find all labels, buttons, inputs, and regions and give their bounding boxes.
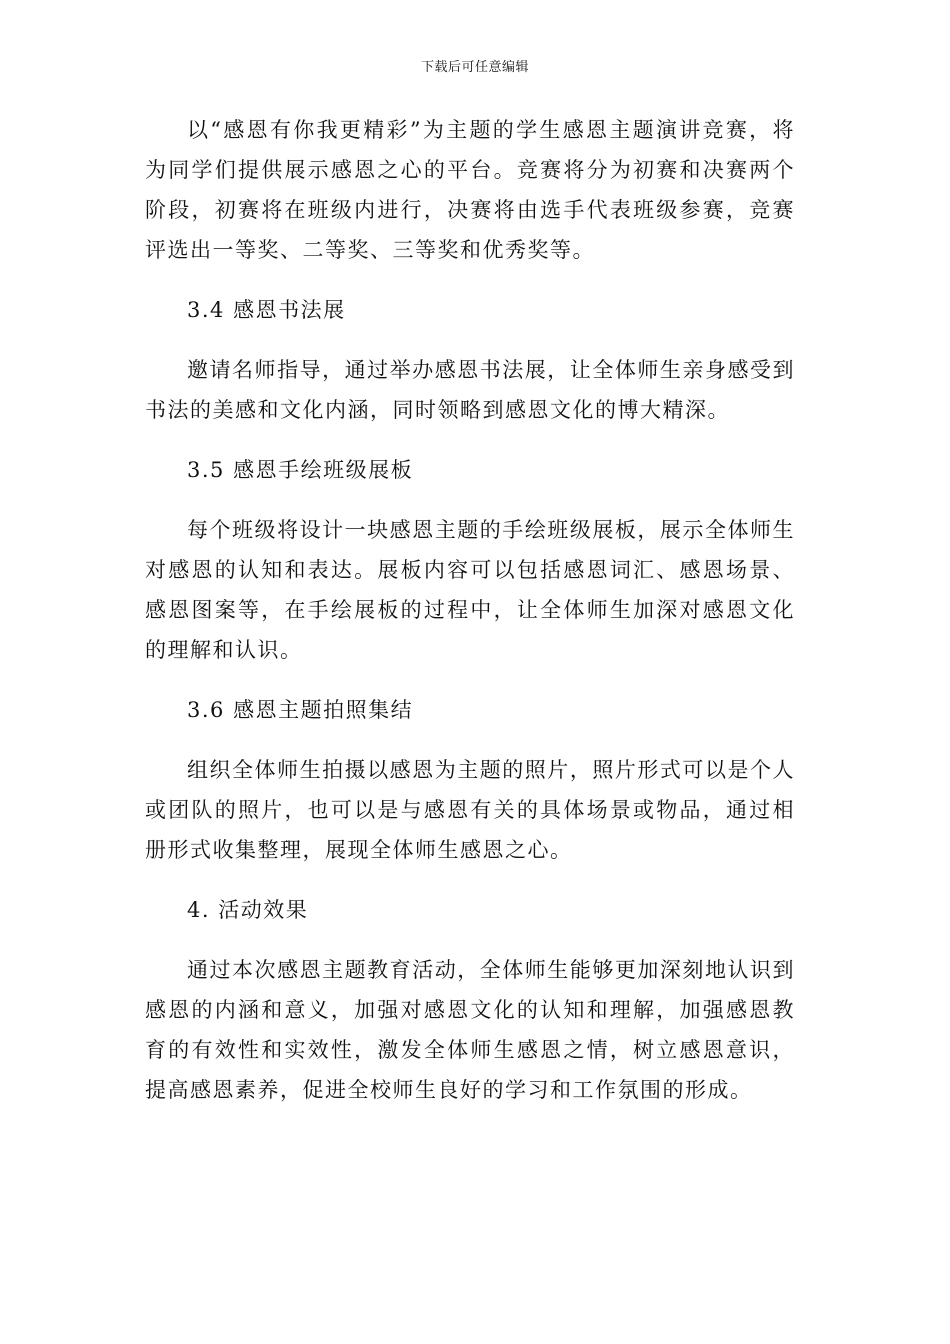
section-heading-3-5: 3.5 感恩手绘班级展板	[187, 458, 414, 482]
section-heading-4: 4. 活动效果	[187, 898, 309, 922]
paragraph-display-board: 每个班级将设计一块感恩主题的手绘班级展板，展示全体师生对感恩的认知和表达。展板内容可以包括感恩词汇、感恩场景、感恩图案等，在手绘展板的过程中，让全体师生加深对感恩文化的理解和认识。	[145, 518, 795, 662]
page-header: 下载后可任意编辑	[420, 60, 529, 75]
paragraph-speech-contest: 以“感恩有你我更精彩”为主题的学生感恩主题演讲竞赛，将为同学们提供展示感恩之心的平台。竞赛将分为初赛和决赛两个阶段，初赛将在班级内进行，决赛将由选手代表班级参赛，竞赛评选出一等奖、二等奖、三等奖和优秀奖等。	[145, 118, 795, 262]
paragraph-photo: 组织全体师生拍摄以感恩为主题的照片，照片形式可以是个人或团队的照片，也可以是与感恩有关的具体场景或物品，通过相册形式收集整理，展现全体师生感恩之心。	[145, 758, 795, 862]
paragraph-effects: 通过本次感恩主题教育活动，全体师生能够更加深刻地认识到感恩的内涵和意义，加强对感恩文化的认知和理解，加强感恩教育的有效性和实效性，激发全体师生感恩之情，树立感恩意识，提高感恩素养，促进全校师生良好的学习和工作氛围的形成。	[145, 958, 795, 1102]
document-body	[145, 110, 795, 1130]
section-heading-3-4: 3.4 感恩书法展	[187, 298, 346, 322]
paragraph-calligraphy: 邀请名师指导，通过举办感恩书法展，让全体师生亲身感受到书法的美感和文化内涵，同时领略到感恩文化的博大精深。	[145, 358, 795, 422]
section-heading-3-6: 3.6 感恩主题拍照集结	[187, 698, 414, 722]
